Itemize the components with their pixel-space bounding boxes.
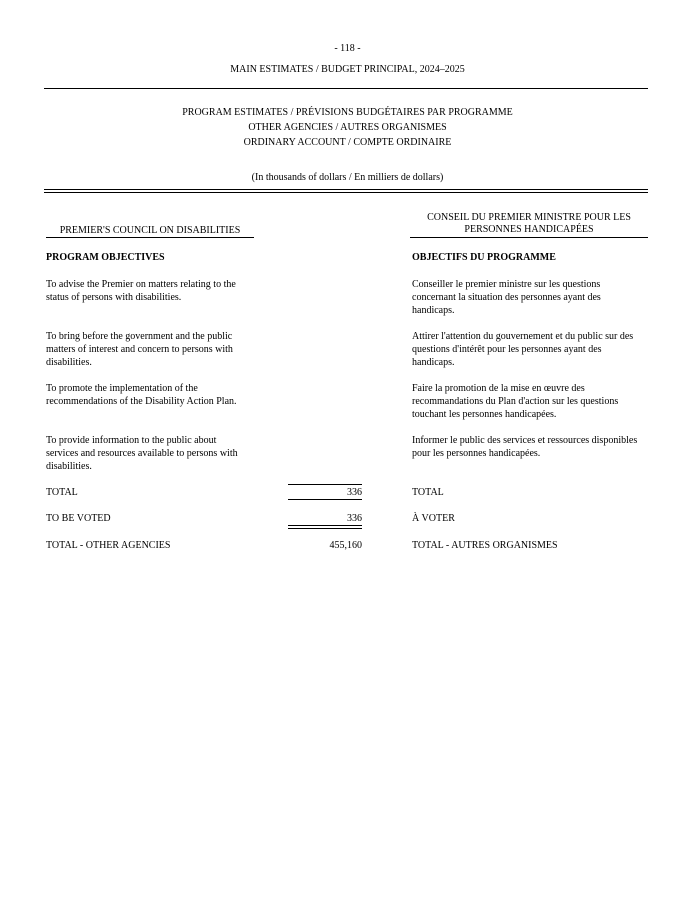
total-rule-top xyxy=(288,484,362,485)
objective-fr xyxy=(412,382,648,421)
objective-en xyxy=(46,382,251,408)
text-line: handicaps. xyxy=(412,357,455,368)
section-title-fr xyxy=(410,212,648,238)
text-line: Attirer l'attention du gouvernement et du public sur des xyxy=(412,331,634,342)
text-line: To provide information to the public about xyxy=(46,435,217,446)
text-line: disabilities. xyxy=(46,461,92,472)
text-line: To advise the Premier on matters relating to the xyxy=(46,279,236,290)
text-line: Conseiller le premier ministre sur les questions xyxy=(412,279,601,290)
section-title-fr-line-2: PERSONNES HANDICAPÉES xyxy=(464,224,594,235)
objective-fr xyxy=(412,330,648,369)
objectives-heading-fr: OBJECTIFS DU PROGRAMME xyxy=(412,252,556,263)
voted-double-rule xyxy=(288,525,362,529)
section-title-en: PREMIER'S COUNCIL ON DISABILITIES xyxy=(46,225,254,238)
header-rule xyxy=(44,88,648,89)
objective-en xyxy=(46,434,251,473)
text-line: matters of interest and concern to persons with xyxy=(46,344,233,355)
text-line: questions d'intérêt pour les personnes ayant des xyxy=(412,344,602,355)
agencies-total-value: 455,160 xyxy=(329,540,362,551)
total-label-fr: TOTAL xyxy=(412,487,444,498)
text-line: Faire la promotion de la mise en œuvre des xyxy=(412,383,585,394)
total-label-en: TOTAL xyxy=(46,487,78,498)
text-line: touchant les personnes handicapées. xyxy=(412,409,557,420)
text-line: Informer le public des services et ressources disponibles xyxy=(412,435,638,446)
text-line: status of persons with disabilities. xyxy=(46,292,182,303)
text-line: services and resources available to persons with xyxy=(46,448,238,459)
page-number: - 118 - xyxy=(334,43,361,54)
text-line: handicaps. xyxy=(412,305,455,316)
objective-en xyxy=(46,278,251,304)
text-line: pour les personnes handicapées. xyxy=(412,448,541,459)
agencies-total-label-fr: TOTAL - AUTRES ORGANISMES xyxy=(412,540,558,551)
page-title: MAIN ESTIMATES / BUDGET PRINCIPAL, 2024–2025 xyxy=(230,64,465,75)
text-line: To promote the implementation of the xyxy=(46,383,198,394)
objective-en xyxy=(46,330,251,369)
text-line: disabilities. xyxy=(46,357,92,368)
double-rule xyxy=(44,189,648,193)
header-line-2: OTHER AGENCIES / AUTRES ORGANISMES xyxy=(248,122,447,133)
section-title-fr-line-1: CONSEIL DU PREMIER MINISTRE POUR LES xyxy=(427,212,631,223)
text-line: concernant la situation des personnes ayant des xyxy=(412,292,601,303)
header-line-1: PROGRAM ESTIMATES / PRÉVISIONS BUDGÉTAIRES PAR PROGRAMME xyxy=(182,107,513,118)
objective-fr xyxy=(412,434,648,460)
total-value: 336 xyxy=(288,487,362,500)
agencies-total-label-en: TOTAL - OTHER AGENCIES xyxy=(46,540,171,551)
objectives-heading-en: PROGRAM OBJECTIVES xyxy=(46,252,165,263)
units-note: (In thousands of dollars / En milliers de dollars) xyxy=(251,172,444,183)
voted-value: 336 xyxy=(347,513,362,524)
header-line-3: ORDINARY ACCOUNT / COMPTE ORDINAIRE xyxy=(243,137,452,148)
text-line: recommandations du Plan d'action sur les questions xyxy=(412,396,619,407)
voted-label-en: TO BE VOTED xyxy=(46,513,111,524)
voted-label-fr: À VOTER xyxy=(412,513,455,524)
text-line: To bring before the government and the public xyxy=(46,331,233,342)
text-line: recommendations of the Disability Action Plan. xyxy=(46,396,237,407)
objective-fr xyxy=(412,278,648,317)
